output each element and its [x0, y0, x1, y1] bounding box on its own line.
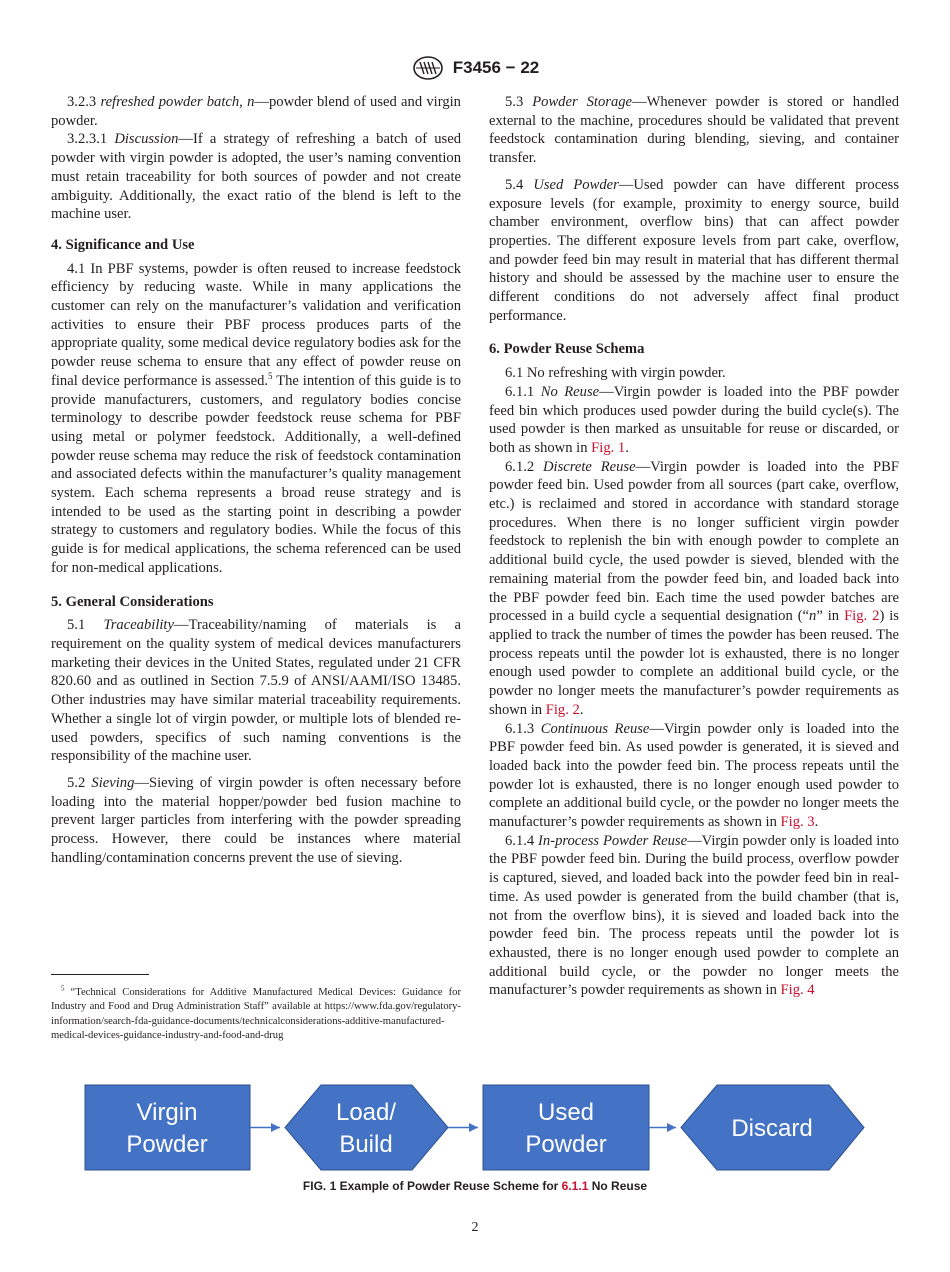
fig-1-link[interactable]: Fig. 1 [591, 439, 626, 456]
left-column [51, 93, 461, 867]
paragraph-6-1-2: 6.1.2 Discrete Reuse—Virgin powder is loaded into the PBF powder feed bin. Used powder from all sources (part cake, overflow, etc.) is reclaimed and stored in accordance with standard storage procedures. When there is no longer sufficient virgin powder feedstock to replenish the bin with enough powder to complete an additional build cycle, the used powder is sieved, blended with the remaining material from the powder feed bin, and loaded back into the PBF powder feed bin. Each time the used powder batches are processed in a build cycle a sequential designation (“n” in Fig. 2) is applied to track the number of times the powder has been reused. The process repeats until the powder lot is exhausted, there is no longer enough used powder to complete an additional build cycle, or the powder no longer meets the manufacturer’s powder requirements as shown in Fig. 2. [489, 458, 899, 718]
paragraph-6-1-3: 6.1.3 Continuous Reuse—Virgin powder only is loaded into the PBF powder feed bin. As used powder is generated, it is sieved and loaded back into the powder feed bin. The process repeats until the powder lot is exhausted, there is no longer enough used powder to complete an additional build cycle, or the powder no longer meets the manufacturer’s powder requirements as shown in Fig. 3. [489, 720, 899, 831]
paragraph-3-2-3-1: 3.2.3.1 Discussion—If a strategy of refreshing a batch of used powder with virgin powder is adopted, the user’s naming convention must retain traceability for both sources of powder and not create ambiguity. Additionally, the exact ratio of the blend is left to the machine user. [51, 131, 461, 223]
astm-logo-icon [411, 56, 445, 80]
section-6-1-1-link[interactable]: 6.1.1 [561, 1179, 589, 1193]
svg-text:Build: Build [339, 1131, 393, 1158]
fig-2-link[interactable]: Fig. 2 [844, 608, 880, 625]
paragraph-6-1: 6.1 No refreshing with virgin powder. [505, 365, 726, 382]
svg-text:Used: Used [537, 1099, 595, 1126]
page-number: 2 [471, 1220, 479, 1235]
section-heading-4: 4. Significance and Use [51, 236, 195, 253]
page-header [0, 56, 950, 80]
paragraph-6-1-1: 6.1.1 No Reuse—Virgin powder is loaded into the PBF powder feed bin which produces used powder during the build cycle(s). The used powder is then marked as unsuitable for reuse or discarded, or both as shown in Fig. 1. [489, 383, 899, 456]
flow-box-used-powder [483, 1085, 649, 1170]
figure-1-caption: FIG. 1 Example of Powder Reuse Scheme for 6.1.1 No Reuse [302, 1179, 648, 1193]
paragraph-5-4: 5.4 Used Powder—Used powder can have different process exposure levels (for example, proximity to energy source, build chamber environment, overflow bins) that can affect powder properties. The different exposure levels from part cake, overflow, and powder feed bin may result in material that has different thermal history and should be assessed by the machine user to ensure the different conditions do not adversely affect final product performance. [489, 176, 900, 324]
svg-text:Powder: Powder [525, 1131, 607, 1158]
svg-text:Load/: Load/ [335, 1099, 397, 1126]
paragraph-3-2-3: 3.2.3 refreshed powder batch, n—powder blend of used and virgin powder. [51, 94, 461, 129]
paragraph-5-1: 5.1 Traceability—Traceability/naming of materials is a requirement on the quality system of medical devices manufacturers marketing their devices in the United States, regulated under 21 CFR 820.60 and as outlined in Section 7.5.9 of ANSI/AAMI/ISO 13485. Other industries may have similar material traceability requirements. Whether a single lot of virgin powder, or multiple lots of blended re-used powders, specifics of such naming conventions is the responsibility of the machine user. [51, 617, 461, 765]
paragraph-6-1-4: 6.1.4 In-process Powder Reuse—Virgin powder only is loaded into the PBF powder feed bin. During the build process, overflow powder is captured, sieved, and loaded back into the powder feed bin in real-time. As used powder is generated from the build chamber (that is, not from the overflow bins), it is sieved and loaded back into the powder feed bin. The process repeats until the powder lot is exhausted, there is no longer enough used powder to complete an additional build cycle, or the powder no longer meets the manufacturer’s powder requirements as shown in Fig. 4 [489, 832, 899, 999]
footnote-rule [51, 974, 149, 975]
svg-text:Discard: Discard [731, 1115, 813, 1142]
flow-hexagon-load-build [285, 1085, 448, 1170]
flow-hexagon-discard [681, 1085, 864, 1170]
designation: F3456 − 22 [452, 58, 540, 77]
section-heading-5: 5. General Considerations [51, 593, 214, 610]
figure-1-flowchart [84, 1084, 868, 1174]
footnote: $^5$ “Technical Considerations for Additive Manufactured Medical Devices: Guidance for Industry and Food and Drug Administration Staff” available at https://www.fda.gov/regulatory-information/search-fda-guidance-documents/technicalconsiderations-additive-manufactured-medical-devices-guidance-industry-and-food-and-drug [51, 984, 461, 1041]
fig-4-link[interactable]: Fig. 4 [780, 982, 815, 999]
fig-3-link[interactable]: Fig. 3 [780, 814, 815, 831]
paragraph-5-3: 5.3 Powder Storage—Whenever powder is stored or handled external to the machine, procedures should be validated that prevent feedstock contamination during blending, sieving, and container transfer. [489, 94, 899, 167]
section-heading-6: 6. Powder Reuse Schema [489, 341, 645, 358]
svg-text:Virgin: Virgin [136, 1099, 198, 1126]
svg-text:Powder: Powder [126, 1131, 208, 1158]
paragraph-5-2: 5.2 Sieving—Sieving of virgin powder is often necessary before loading into the material hopper/powder bed fusion machine to prevent larger particles from interfering with the powder spreading process. However, there could be instances where material handling/contamination concerns prevent the use of sieving. [51, 774, 461, 866]
paragraph-4-1: 4.1 In PBF systems, powder is often reused to increase feedstock efficiency by reducing waste. While in many applications the customer can rely on the manufacturer’s validation and verification activities to ensure their PBF process produces parts of the appropriate quality, some medical device regulatory bodies ask for the powder reuse schema to ensure that any effect of powder reuse on final device performance is assessed.$^5$ The intention of this guide is to provide manufacturers, customers, and regulatory bodies concise terminology to describe powder feedstock reuse schema for PBF using metal or polymer feedstock. Additionally, a well-defined powder reuse schema may reduce the risk of feedstock contamination and associated defects within the manufacturer’s quality management system. Each schema represents a broad reuse strategy and is intended to be used as the starting point in describing a powder strategy to customers and regulatory bodies. While the focus of this guide is for medical applications, the schema referenced can be used for non-medical applications. [51, 260, 461, 576]
flow-box-virgin-powder [85, 1085, 250, 1170]
right-column [489, 93, 899, 1000]
fig-2-link[interactable]: Fig. 2 [545, 701, 580, 718]
